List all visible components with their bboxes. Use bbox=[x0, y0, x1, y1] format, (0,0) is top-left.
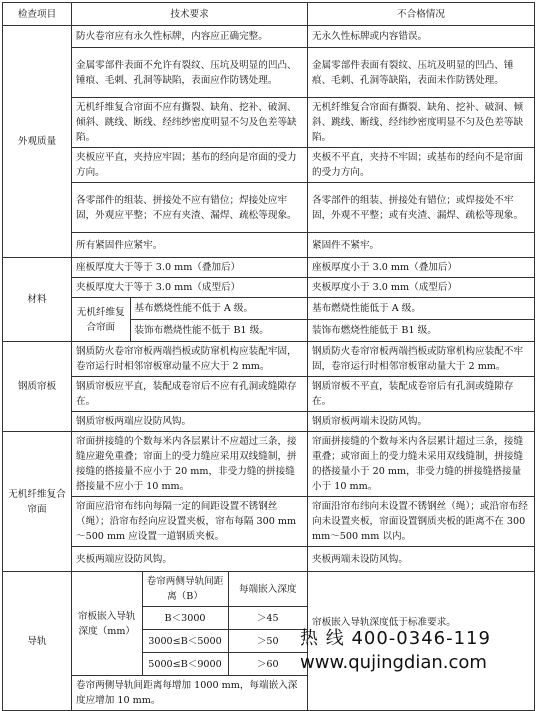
guide-rail-depth-label: 帘板嵌入导轨深度（mm） bbox=[72, 572, 142, 675]
header-defect: 不合格情况 bbox=[308, 3, 535, 26]
guide-rail-head-depth: 每端嵌入深度 bbox=[228, 572, 307, 607]
table-row bbox=[3, 233, 535, 258]
requirement-cell: 帘面应沿帘布纬向每隔一定的间距设置不锈钢丝（绳）；沿帘布经向应设置夹板，帘布每隔 300 mm～500 mm 应设置一道钢质夹板。 bbox=[72, 497, 308, 547]
requirement-cell: 钢质防火卷帘帘板两端挡板或防窜机构应装配牢固，卷帘运行时相邻帘板窜动量不应大于 2 mm。 bbox=[72, 342, 308, 377]
defect-cell: 金属零部件表面有裂纹、压坑及明显的凹凸、锤痕、毛刺、孔洞等缺陷，表面未作防锈处理。 bbox=[308, 48, 535, 98]
table-row bbox=[3, 412, 535, 432]
defect-cell: 夹板厚度小于 3.0 mm（成型后） bbox=[308, 278, 535, 298]
defect-cell: 无永久性标牌或内容错误。 bbox=[308, 26, 535, 48]
requirement-cell: 钢质帘板两端应设防风钩。 bbox=[72, 412, 308, 432]
category-steel-curtain: 钢质帘板 bbox=[3, 342, 72, 432]
table-row bbox=[3, 377, 535, 412]
inspection-sheet bbox=[2, 2, 534, 711]
table-row bbox=[3, 342, 535, 377]
table-row bbox=[3, 547, 535, 572]
guide-rail-sub-cell bbox=[72, 572, 308, 676]
defect-cell: 帘面拼接缝的个数每米内各层累计超过三条，接缝重叠；或帘面上的受力缝未采用双线缝制，拼接缝的搭接量小于 20 mm，非受力缝的拼接缝搭接量小于 10 mm。 bbox=[308, 432, 535, 497]
guide-rail-sub-table bbox=[72, 572, 307, 675]
table-row bbox=[3, 48, 535, 98]
requirement-cell: 基布燃烧性能不低于 A 级。 bbox=[130, 298, 307, 320]
header-item: 检查项目 bbox=[3, 3, 72, 26]
material-sub-table bbox=[72, 298, 307, 341]
requirement-cell: 座板厚度大于等于 3.0 mm（叠加后） bbox=[72, 258, 308, 278]
guide-rail-range: B＜3000 bbox=[142, 607, 228, 630]
defect-cell: 装饰布燃烧性能低于 B1 级。 bbox=[308, 320, 535, 342]
guide-rail-depth: ＞60 bbox=[228, 653, 307, 676]
defect-cell: 钢质帘板两端未设防风钩。 bbox=[308, 412, 535, 432]
requirement-cell: 防火卷帘应有永久性标牌，内容应正确完整。 bbox=[72, 26, 308, 48]
table-row bbox=[3, 432, 535, 497]
material-sub-cell bbox=[72, 298, 308, 342]
defect-cell: 基布燃烧性能低于 A 级。 bbox=[308, 298, 535, 320]
table-row bbox=[3, 183, 535, 233]
header-row bbox=[3, 3, 535, 26]
requirement-cell: 夹板应平直，夹持应牢固；基布的经向是帘面的受力方向。 bbox=[72, 148, 308, 183]
category-material: 材料 bbox=[3, 258, 72, 342]
defect-cell: 紧固件不紧牢。 bbox=[308, 233, 535, 258]
defect-cell: 夹板不平直，夹持不牢固；或基布的经向不是帘面的受力方向。 bbox=[308, 148, 535, 183]
requirement-cell: 所有紧固件应紧牢。 bbox=[72, 233, 308, 258]
requirement-cell: 金属零部件表面不允许有裂纹、压坑及明显的凹凸、锤痕、毛刺、孔洞等缺陷，表面应作防锈处理。 bbox=[72, 48, 308, 98]
requirement-cell: 装饰布燃烧性能不低于 B1 级。 bbox=[130, 320, 307, 342]
requirement-cell: 帘面拼接缝的个数每米内各层累计不应超过三条，接缝应避免重叠；帘面上的受力缝应采用双线缝制，拼接缝的搭接量不应小于 20 mm，非受力缝的拼接缝搭接量不应小于 10 mm。 bbox=[72, 432, 308, 497]
defect-cell: 夹板两端未设防风钩。 bbox=[308, 547, 535, 572]
table-row bbox=[3, 98, 535, 148]
category-appearance: 外观质量 bbox=[3, 26, 72, 258]
material-sub-label: 无机纤维复合帘面 bbox=[72, 298, 130, 341]
defect-cell: 帘面沿帘布纬向未设置不锈钢丝（绳）；或沿帘布经向未设置夹板，帘面设置钢质夹板的距离不在 300 mm～500 mm 以内。 bbox=[308, 497, 535, 547]
defect-cell: 钢质帘板不平直，装配成卷帘后有孔洞或缝隙存在。 bbox=[308, 377, 535, 412]
table-row bbox=[3, 148, 535, 183]
defect-cell: 各零部件的组装、拼接处有错位；或焊接处不牢固，外观不平整；或有夹渣、漏焊、疏松等现象。 bbox=[308, 183, 535, 233]
table-row bbox=[3, 298, 535, 320]
guide-rail-depth: ＞45 bbox=[228, 607, 307, 630]
table-row bbox=[3, 258, 535, 278]
table-row bbox=[3, 497, 535, 547]
guide-rail-head-distance: 卷帘两侧导轨间距离（B） bbox=[142, 572, 228, 607]
table-row bbox=[3, 278, 535, 298]
guide-rail-range: 3000≤B＜5000 bbox=[142, 630, 228, 653]
watermark bbox=[300, 624, 530, 673]
defect-cell: 无机纤维复合帘面有撕裂、缺角、挖补、破洞、倾斜、跳线、断线、经纬纱密度明显不匀及色差等缺陷。 bbox=[308, 98, 535, 148]
guide-rail-depth: ＞50 bbox=[228, 630, 307, 653]
watermark-hotline: 热 线 400-0346-119 bbox=[300, 628, 491, 649]
category-fiber-curtain: 无机纤维复合帘面 bbox=[3, 432, 72, 572]
inspection-table bbox=[2, 2, 535, 711]
defect-cell: 座板厚度小于 3.0 mm（叠加后） bbox=[308, 258, 535, 278]
requirement-cell: 无机纤维复合帘面不应有撕裂、缺角、挖补、破洞、倾斜、跳线、断线、经纬纱密度明显不匀及色差等缺陷。 bbox=[72, 98, 308, 148]
category-guide-rail: 导轨 bbox=[3, 572, 72, 711]
table-row bbox=[3, 26, 535, 48]
requirement-cell: 卷帘两侧导轨间距离每增加 1000 mm，每端嵌入深度应增加 10 mm。 bbox=[72, 676, 308, 711]
defect-cell: 帘板嵌入导轨深度低于标准要求。 bbox=[308, 572, 535, 711]
requirement-cell: 夹板两端应设防风钩。 bbox=[72, 547, 308, 572]
requirement-cell: 夹板厚度大于等于 3.0 mm（成型后） bbox=[72, 278, 308, 298]
header-requirement: 技术要求 bbox=[72, 3, 308, 26]
guide-rail-range: 5000≤B＜9000 bbox=[142, 653, 228, 676]
watermark-site: www.qujingdian.com bbox=[300, 652, 487, 673]
requirement-cell: 钢质帘板应平直，装配成卷帘后不应有孔洞或缝隙存在。 bbox=[72, 377, 308, 412]
defect-cell: 钢质防火卷帘帘板两端挡板或防窜机构应装配不牢固，卷帘运行时相邻帘板窜动量大于 2 mm。 bbox=[308, 342, 535, 377]
requirement-cell: 各零部件的组装、拼接处不应有错位；焊接处应牢固，外观应平整；不应有夹渣、漏焊、疏松等现象。 bbox=[72, 183, 308, 233]
